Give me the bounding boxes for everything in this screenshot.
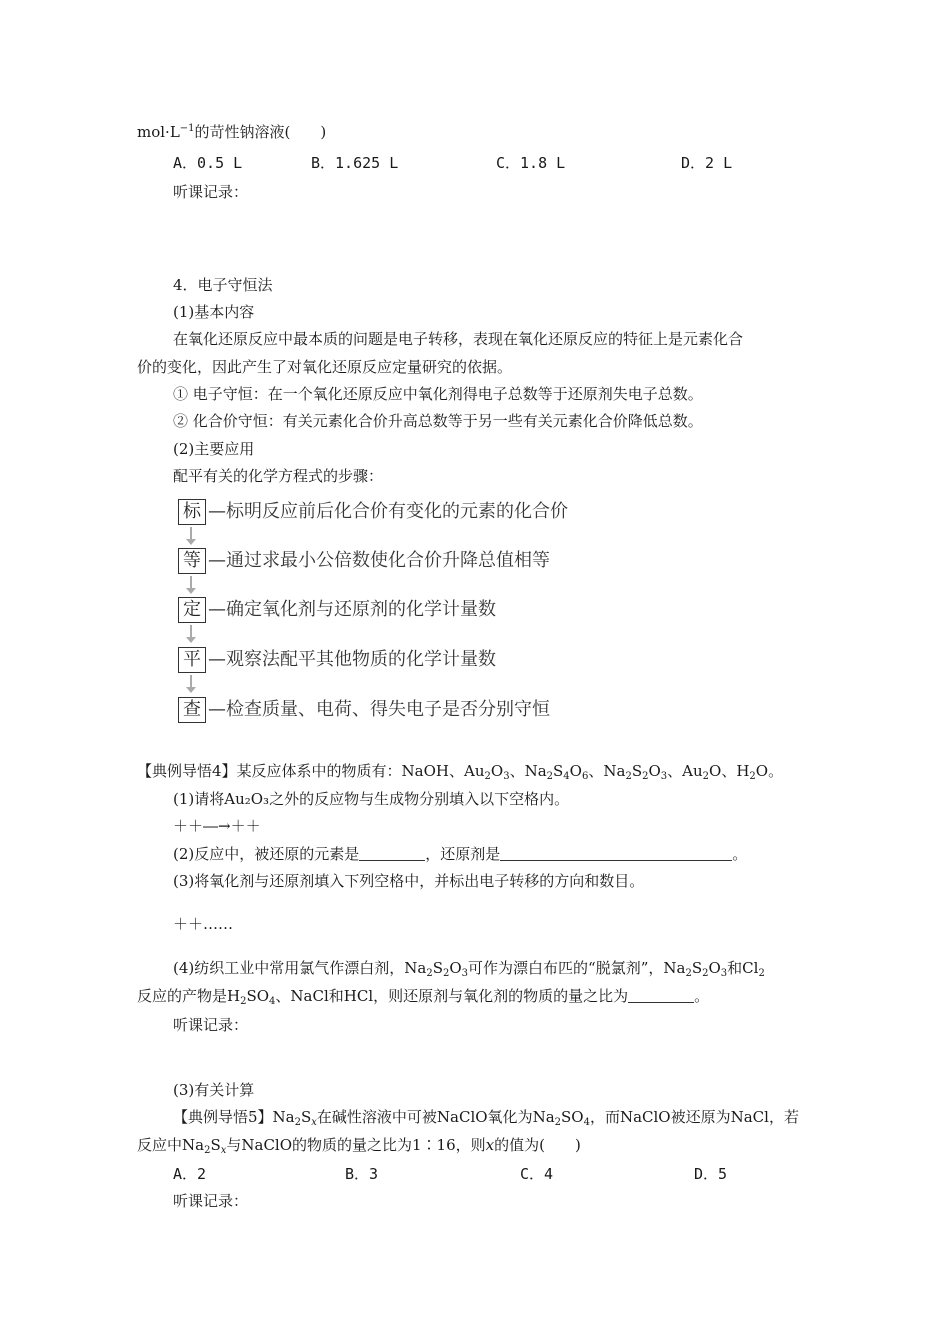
example-4-q2: (2)反应中，被还原的元素是 ，还原剂是 。 <box>173 845 748 863</box>
rule-electron: ① 电子守恒：在一个氧化还原反应中氧化剂得电子总数等于还原剂失电子总数。 <box>173 385 703 403</box>
answer-blank[interactable] <box>628 988 694 1003</box>
option-a: A．0.5 L <box>173 154 243 172</box>
example-label: 【典例导悟5】 <box>173 1108 273 1126</box>
steps-intro: 配平有关的化学方程式的步骤： <box>173 467 384 485</box>
option-a: A．2 <box>173 1165 207 1183</box>
equation-blank-2: ＋＋…… <box>173 915 234 933</box>
step-text: —通过求最小公倍数使化合价升降总值相等 <box>208 550 550 571</box>
step-text: —确定氧化剂与还原剂的化学计量数 <box>208 599 496 620</box>
answer-blank[interactable] <box>500 846 732 861</box>
lecture-notes-3: 听课记录： <box>173 1192 249 1210</box>
example-4-prompt: 【典例导悟4】某反应体系中的物质有：NaOH、$Au_2O_3$、$Na_2S_4O_6$、$Na_2S_2O_3$、$Au_2O$、$H_2O$。 <box>137 762 784 782</box>
step-key: 等 <box>178 548 206 574</box>
paragraph-line-2: 价的变化，因此产生了对氧化还原反应定量研究的依据。 <box>137 358 513 376</box>
example-4-q3: (3)将氧化剂与还原剂填入下列空格中，并标出电子转移的方向和数目。 <box>173 872 645 890</box>
rule-valence: ② 化合价守恒：有关元素化合价升高总数等于另一些有关元素化合价降低总数。 <box>173 412 703 430</box>
subsection-calculation: (3)有关计算 <box>173 1081 255 1099</box>
balancing-steps-diagram <box>178 497 638 732</box>
options-row-2 <box>173 1163 773 1183</box>
step-text: —观察法配平其他物质的化学计量数 <box>208 649 496 670</box>
option-b: B．3 <box>345 1165 379 1183</box>
subsection-application: (2)主要应用 <box>173 440 255 458</box>
options-row-1 <box>173 152 773 172</box>
step-text: —标明反应前后化合价有变化的元素的化合价 <box>208 501 568 522</box>
option-d: D．5 <box>694 1165 728 1183</box>
example-4-q4-line-1: (4)纺织工业中常用氯气作漂白剂，$Na_2S_2O_3$可作为漂白布匹的“脱氯剂”，$Na_2S_2O_3$和$Cl_2$ <box>173 959 765 979</box>
equation-blank-1: ＋＋―→＋＋ <box>173 817 261 835</box>
step-key: 定 <box>178 597 206 623</box>
answer-blank[interactable] <box>359 846 425 861</box>
lecture-notes-1: 听课记录： <box>173 183 249 201</box>
option-b: B．1.625 L <box>311 154 399 172</box>
step-key: 平 <box>178 647 206 673</box>
option-c: C．1.8 L <box>496 154 566 172</box>
step-text: —检查质量、电荷、得失电子是否分别守恒 <box>208 699 550 720</box>
subsection-basic: (1)基本内容 <box>173 303 255 321</box>
step-key: 标 <box>178 499 206 525</box>
lecture-notes-2: 听课记录： <box>173 1016 249 1034</box>
example-5-prompt-line-2: 反应中$Na_2S_x$与NaClO的物质的量之比为1∶16，则x的值为( ) <box>137 1136 581 1156</box>
example-5-prompt-line-1: 【典例导悟5】$Na_2S_x$在碱性溶液中可被NaClO氧化为$Na_2SO_4$，而NaClO被还原为NaCl，若 <box>173 1108 799 1128</box>
ratio-value: 1∶16 <box>412 1136 456 1154</box>
question-tail: $mol\cdot L^{-1}$的苛性钠溶液( ) <box>137 123 327 141</box>
example-4-q4-line-2: 反应的产物是$H_2SO_4$、NaCl和HCl，则还原剂与氧化剂的物质的量之比为 。 <box>137 987 710 1007</box>
option-c: C．4 <box>520 1165 554 1183</box>
example-4-q1: (1)请将Au₂O₃之外的反应物与生成物分别填入以下空格内。 <box>173 790 570 808</box>
option-d: D．2 L <box>681 154 733 172</box>
paragraph-line-1: 在氧化还原反应中最本质的问题是电子转移，表现在氧化还原反应的特征上是元素化合 <box>173 330 744 348</box>
step-key: 查 <box>178 697 206 723</box>
example-label: 【典例导悟4】 <box>137 762 237 780</box>
section-title: 4．电子守恒法 <box>173 276 273 294</box>
